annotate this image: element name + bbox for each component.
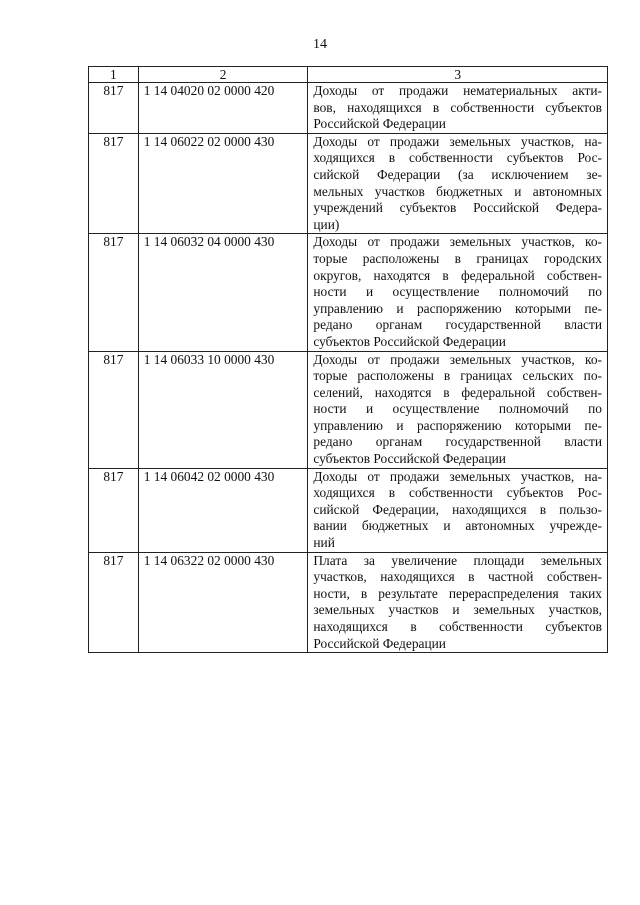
- page-number: 14: [313, 37, 327, 52]
- admin-code-cell: 817: [89, 552, 139, 653]
- table-row: [89, 351, 608, 468]
- description-line: ходящихся в собственности субъектов Рос-: [313, 485, 602, 501]
- description-line: вании бюджетных и автономных учрежде-: [313, 518, 602, 534]
- description-line: ности и осуществление полномочий по: [313, 284, 602, 300]
- column-header-3: 3: [308, 67, 608, 83]
- header-row: [89, 67, 608, 83]
- budget-code-cell: 1 14 06322 02 0000 430: [138, 552, 308, 653]
- budget-code-cell: 1 14 06022 02 0000 430: [138, 133, 308, 234]
- description-line: Российской Федерации: [313, 116, 446, 132]
- admin-code-cell: 817: [89, 83, 139, 134]
- budget-code-cell: 1 14 04020 02 0000 420: [138, 83, 308, 134]
- description-line: субъектов Российской Федерации: [313, 333, 506, 349]
- description-line: вов, находящихся в собственности субъектов: [313, 99, 602, 115]
- admin-code-cell: 817: [89, 234, 139, 351]
- description-line: ции): [313, 216, 340, 232]
- description-line: земельных участков и земельных участков,: [313, 602, 602, 618]
- budget-code-cell: 1 14 06032 04 0000 430: [138, 234, 308, 351]
- description-line: Доходы от продажи земельных участков, ко-: [313, 234, 602, 250]
- description-line: ний: [313, 535, 335, 551]
- description-line: ности, в результате перераспределения таких: [313, 585, 602, 601]
- admin-code-cell: 817: [89, 351, 139, 468]
- description-line: редано органам государственной власти: [313, 434, 602, 450]
- table-row: [89, 133, 608, 234]
- column-header-1: 1: [89, 67, 139, 83]
- description-line: Доходы от продажи земельных участков, ко-: [313, 351, 602, 367]
- admin-code-cell: 817: [89, 468, 139, 552]
- description-line: сийской Федерации (за исключением зе-: [313, 166, 602, 182]
- description-line: мельных участков бюджетных и автономных: [313, 183, 602, 199]
- table-row: [89, 234, 608, 351]
- revenue-description-cell: [308, 351, 608, 468]
- description-line: субъектов Российской Федерации: [313, 451, 506, 467]
- revenue-description-cell: [308, 83, 608, 134]
- description-line: ходящихся в собственности субъектов Рос-: [313, 150, 602, 166]
- table-row: [89, 468, 608, 552]
- revenue-description-cell: [308, 552, 608, 653]
- description-line: торые расположены в границах сельских по-: [313, 368, 602, 384]
- table-row: [89, 83, 608, 134]
- description-line: участков, находящихся в частной собствен-: [313, 569, 602, 585]
- budget-code-cell: 1 14 06042 02 0000 430: [138, 468, 308, 552]
- description-line: редано органам государственной власти: [313, 317, 602, 333]
- revenue-codes-table: [88, 66, 608, 653]
- description-line: находящихся в собственности субъектов: [313, 619, 602, 634]
- description-line: ности и осуществление полномочий по: [313, 401, 602, 417]
- revenue-description-cell: [308, 234, 608, 351]
- column-header-2: 2: [138, 67, 308, 83]
- description-line: торые расположены в границах городских: [313, 250, 602, 266]
- table-row: [89, 552, 608, 653]
- description-line: селений, находятся в федеральной собствен-: [313, 384, 602, 400]
- revenue-description-cell: [308, 133, 608, 234]
- revenue-description-cell: [308, 468, 608, 552]
- description-line: Доходы от продажи нематериальных акти-: [313, 83, 602, 98]
- description-line: Доходы от продажи земельных участков, на-: [313, 468, 602, 484]
- description-line: управлению и распоряжению которыми пе-: [313, 300, 602, 316]
- table-body: [89, 83, 608, 653]
- admin-code-cell: 817: [89, 133, 139, 234]
- description-line: учреждений субъектов Российской Федера-: [313, 200, 602, 216]
- description-line: Доходы от продажи земельных участков, на-: [313, 133, 602, 149]
- description-line: Плата за увеличение площади земельных: [313, 552, 602, 568]
- table-header: [89, 67, 608, 83]
- description-line: Российской Федерации: [313, 635, 446, 651]
- description-line: сийской Федерации, находящихся в пользо-: [313, 501, 602, 517]
- budget-code-cell: 1 14 06033 10 0000 430: [138, 351, 308, 468]
- description-line: управлению и распоряжению которыми пе-: [313, 417, 602, 433]
- description-line: округов, находятся в федеральной собствен-: [313, 267, 602, 283]
